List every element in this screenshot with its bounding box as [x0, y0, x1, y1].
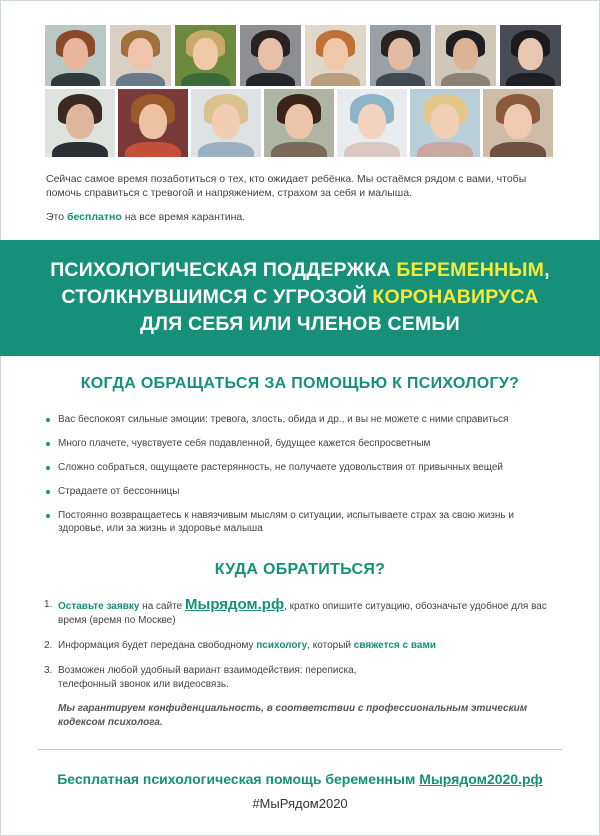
portrait-photo — [175, 25, 236, 86]
intro-paragraph: Сейчас самое время позаботиться о тех, кто ожидает ребёнка. Мы остаёмся рядом с вами, чтобы помочь справиться с тревогой и напряжением, страхом за себя и малыша. — [46, 173, 527, 199]
portrait-photo — [483, 89, 553, 157]
photo-face — [212, 104, 240, 139]
list-item-text: Страдаете от бессонницы — [58, 486, 180, 497]
confidentiality-note: Мы гарантируем конфиденциальность, в соответствии с профессиональным этическим кодексом психолога. — [58, 703, 528, 728]
headline-highlight-coronavirus: КОРОНАВИРУСА — [372, 286, 539, 308]
photo-face — [63, 38, 87, 70]
bullet-dot-icon — [46, 466, 50, 470]
step-2-before: Информация будет передана свободному — [58, 640, 257, 651]
where-section-title: КУДА ОБРАТИТЬСЯ? — [214, 561, 386, 578]
photo-face — [431, 104, 459, 139]
photo-face — [453, 38, 477, 70]
step-number: 1. — [44, 599, 53, 610]
portrait-photo — [118, 89, 188, 157]
photo-shoulders — [125, 142, 181, 157]
step-2 — [44, 639, 564, 653]
photo-face — [504, 104, 532, 139]
photo-row-bottom — [45, 89, 556, 157]
photo-shoulders — [181, 73, 230, 86]
photo-face — [66, 104, 94, 139]
photo-shoulders — [376, 73, 425, 86]
intro-text — [46, 172, 556, 234]
bullet-dot-icon — [46, 418, 50, 422]
headline-banner — [0, 240, 600, 356]
portrait-photo — [240, 25, 301, 86]
photo-shoulders — [311, 73, 360, 86]
photo-shoulders — [490, 142, 546, 157]
bullet-dot-icon — [46, 490, 50, 494]
headline-line-1-text: ПСИХОЛОГИЧЕСКАЯ ПОДДЕРЖКА — [50, 259, 397, 281]
portrait-photo — [337, 89, 407, 157]
step-1-mid: на сайте — [139, 601, 186, 612]
portrait-photo — [264, 89, 334, 157]
list-item-text: Постоянно возвращаетесь к навязчивым мыслям о ситуации, испытываете страх за свою жизнь и здоровье, или за жизнь и здоровье малыша — [58, 510, 514, 534]
intro-free-prefix: Это — [46, 211, 67, 223]
headline-highlight-pregnant: БЕРЕМЕННЫМ — [396, 259, 545, 281]
intro-free-suffix: на все время карантина. — [121, 211, 246, 223]
step-number: 3. — [44, 665, 53, 676]
portrait-photo — [110, 25, 171, 86]
step-3-text: Возможен любой удобный вариант взаимодействия: переписка, телефонный звонок или видеосвязь. — [58, 665, 357, 690]
list-item-text: Вас беспокоят сильные эмоции: тревога, злость, обида и др., и вы не можете с ними справиться — [58, 414, 509, 425]
portrait-photo — [435, 25, 496, 86]
when-list — [46, 413, 562, 546]
photo-shoulders — [506, 73, 555, 86]
free-word: бесплатно — [67, 211, 122, 223]
list-item — [46, 485, 562, 498]
portrait-photo — [45, 25, 106, 86]
photo-shoulders — [441, 73, 490, 86]
footer-text: Бесплатная психологическая помощь беременным — [57, 771, 420, 787]
list-item — [46, 509, 562, 535]
step-3 — [44, 664, 564, 692]
footer-site-link[interactable]: Мырядом2020.рф — [419, 771, 543, 787]
headline-line-1 — [0, 257, 600, 284]
footer-cta — [0, 771, 600, 787]
photo-shoulders — [417, 142, 473, 157]
list-item — [46, 437, 562, 450]
portrait-photo — [191, 89, 261, 157]
photo-shoulders — [271, 142, 327, 157]
photo-shoulders — [51, 73, 100, 86]
photo-shoulders — [246, 73, 295, 86]
photo-face — [193, 38, 217, 70]
photo-shoulders — [52, 142, 108, 157]
step-1-rest: , кратко опишите ситуацию, обозначьте удобное для вас время (время по Москве) — [58, 601, 547, 626]
site-link[interactable]: Мырядом.рф — [185, 596, 285, 613]
step-number: 2. — [44, 640, 53, 651]
psychologist-word: психологу — [256, 640, 308, 651]
photo-shoulders — [344, 142, 400, 157]
list-item — [46, 413, 562, 426]
photo-face — [323, 38, 347, 70]
when-section-title: КОГДА ОБРАЩАТЬСЯ ЗА ПОМОЩЬЮ К ПСИХОЛОГУ? — [80, 375, 520, 392]
portrait-photo — [45, 89, 115, 157]
photo-face — [258, 38, 282, 70]
headline-line-2 — [0, 284, 600, 311]
photo-shoulders — [198, 142, 254, 157]
step-1 — [44, 598, 564, 628]
photo-shoulders — [116, 73, 165, 86]
portrait-photo — [370, 25, 431, 86]
photo-face — [518, 38, 542, 70]
photo-face — [358, 104, 386, 139]
hashtag: #МыРядом2020 — [252, 796, 348, 811]
headline-line-1-comma: , — [544, 259, 550, 281]
photo-face — [388, 38, 412, 70]
photo-row-top — [45, 25, 565, 86]
intro-free-note — [46, 210, 556, 224]
bullet-dot-icon — [46, 514, 50, 518]
photo-face — [139, 104, 167, 139]
bullet-dot-icon — [46, 442, 50, 446]
photo-face — [128, 38, 152, 70]
list-item — [46, 461, 562, 474]
headline-line-2-text: СТОЛКНУВШИМСЯ С УГРОЗОЙ — [61, 286, 373, 308]
photo-face — [285, 104, 313, 139]
submit-request-link[interactable]: Оставьте заявку — [58, 601, 140, 612]
divider — [38, 749, 562, 750]
portrait-photo — [500, 25, 561, 86]
list-item-text: Много плачете, чувствуете себя подавленной, будущее кажется беспросветным — [58, 438, 431, 449]
headline-line-3: ДЛЯ СЕБЯ ИЛИ ЧЛЕНОВ СЕМЬИ — [140, 313, 460, 335]
step-2-mid: , который — [307, 640, 354, 651]
portrait-photo — [305, 25, 366, 86]
where-steps — [44, 598, 564, 703]
contact-you-phrase: свяжется с вами — [353, 640, 436, 651]
portrait-photo — [410, 89, 480, 157]
list-item-text: Сложно собраться, ощущаете растерянность, не получаете удовольствия от привычных вещей — [58, 462, 504, 473]
